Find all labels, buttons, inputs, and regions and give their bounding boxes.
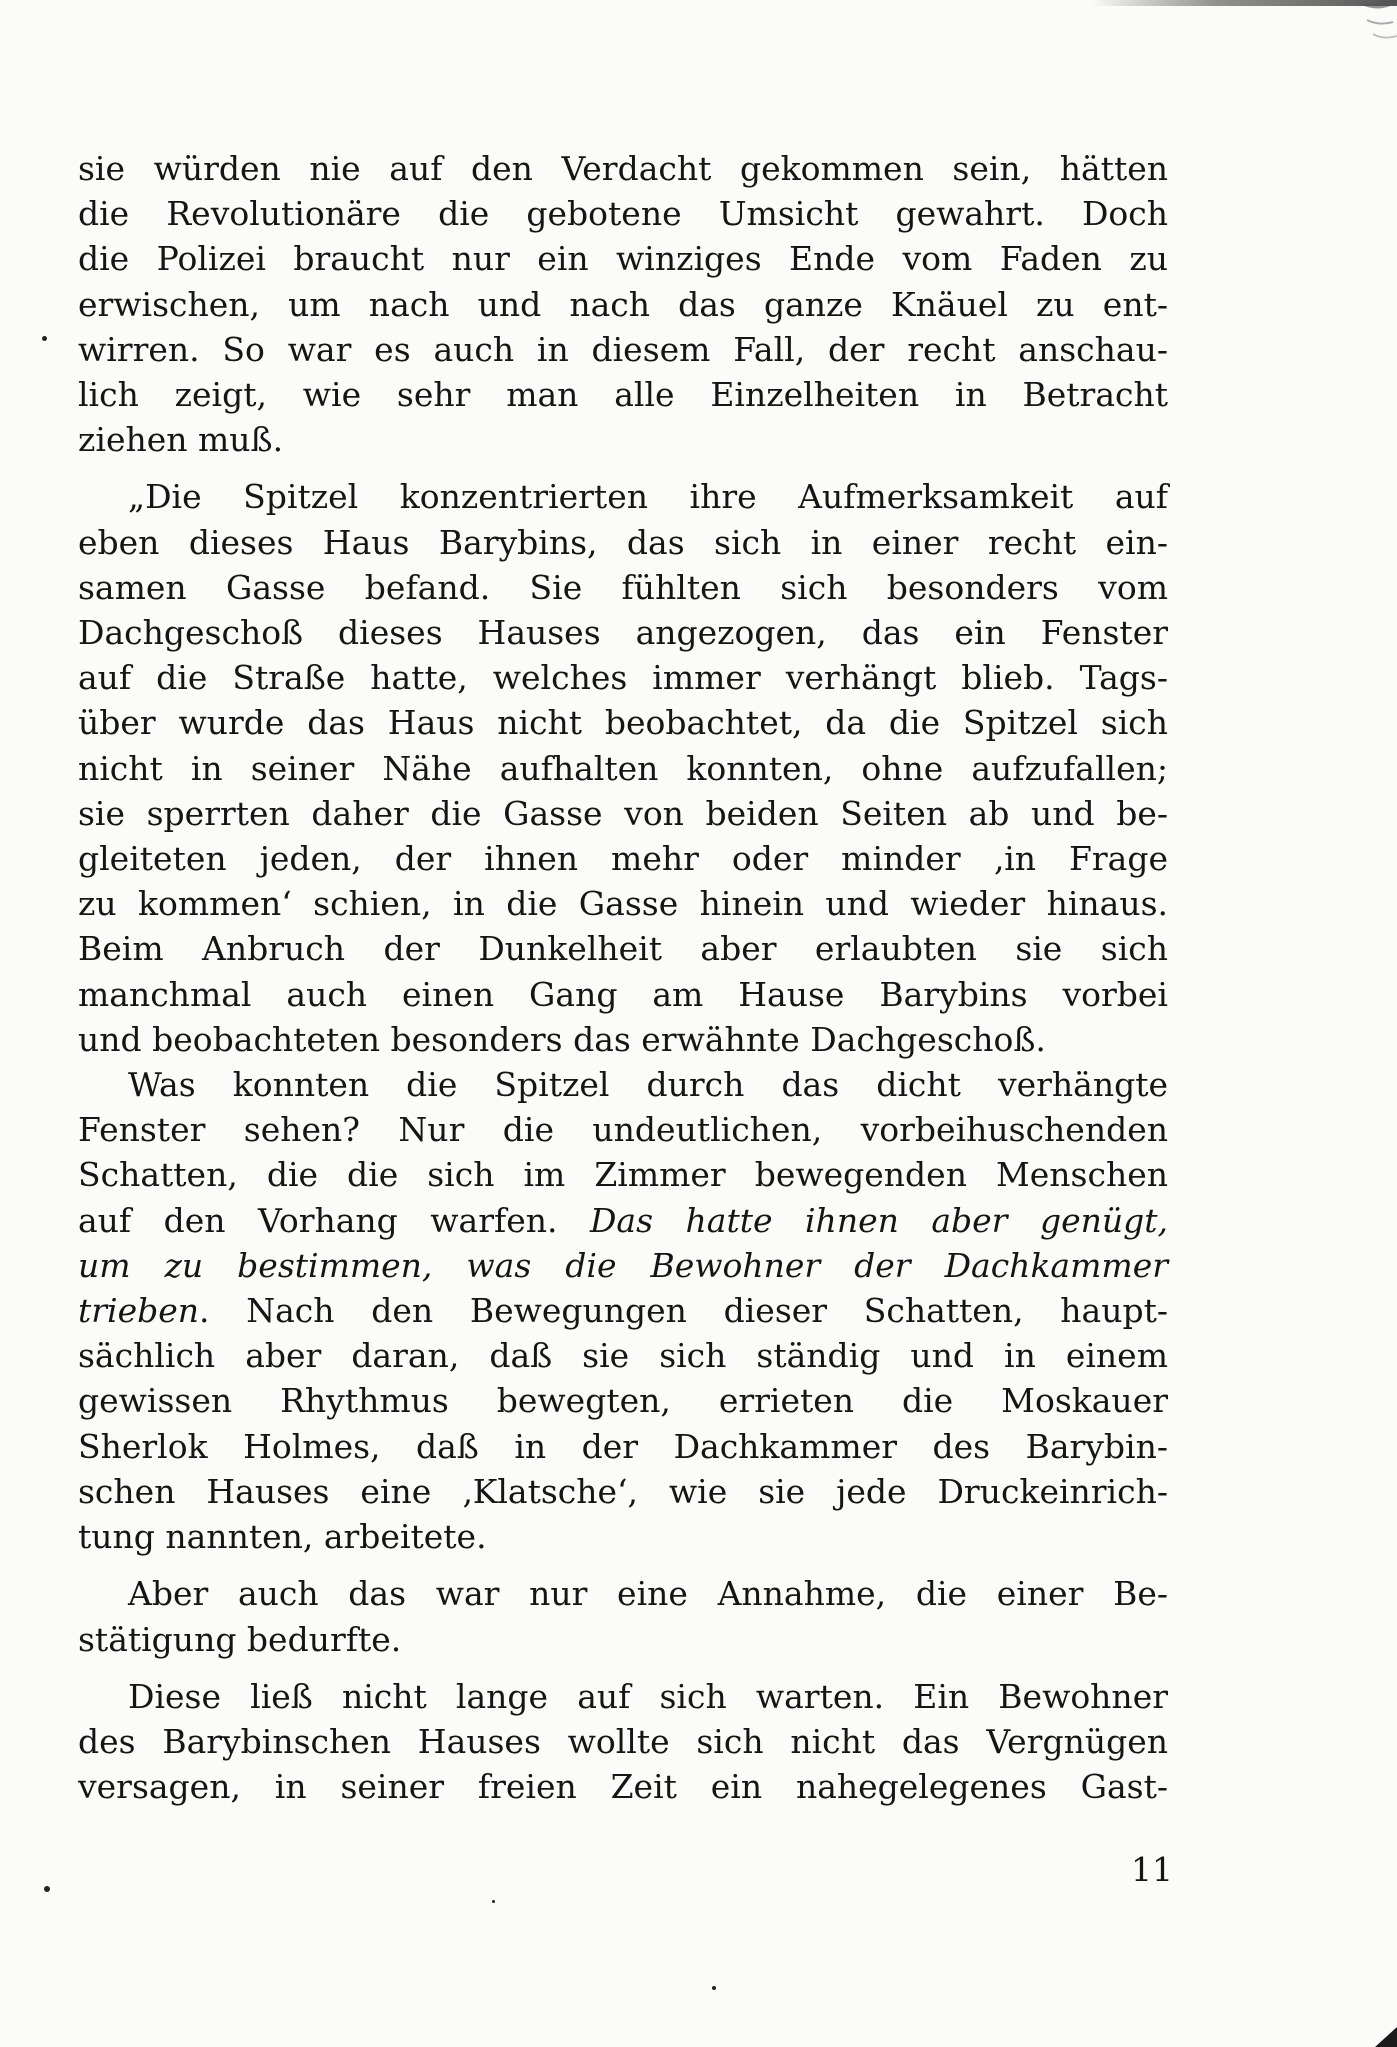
body-text (78, 146, 1168, 1809)
text-line: über wurde das Haus nicht beobachtet, da die Spitzel sich (78, 703, 1168, 743)
text-line: gleiteten jeden, der ihnen mehr oder minder ‚in Frage (78, 839, 1168, 879)
dust-speck (42, 336, 47, 341)
text-line: „Die Spitzel konzentrierten ihre Aufmerksamkeit auf (128, 477, 1168, 517)
paragraph-2 (78, 474, 1168, 1062)
text-line: Dachgeschoß dieses Hauses angezogen, das ein Fenster (78, 613, 1168, 653)
text-line: nicht in seiner Nähe aufhalten konnten, ohne aufzufallen; (78, 748, 1168, 788)
text-segment: auf den Vorhang warfen. (78, 1200, 590, 1240)
text-line: tung nannten, arbeitete. (78, 1517, 487, 1557)
text-line: versagen, in seiner freien Zeit ein nahegelegenes Gast- (78, 1767, 1168, 1807)
text-line: gewissen Rhythmus bewegten, errieten die Moskauer (78, 1381, 1168, 1421)
dust-speck (712, 1986, 716, 1990)
text-line: Aber auch das war nur eine Annahme, die einer Be- (128, 1574, 1168, 1614)
text-line: auf die Straße hatte, welches immer verhängt blieb. Tags- (78, 658, 1168, 698)
text-line: lich zeigt, wie sehr man alle Einzelheiten in Betracht (78, 375, 1168, 415)
text-line-mixed (78, 1288, 1168, 1333)
text-line: schen Hauses eine ‚Klatsche‘, wie sie jede Druckeinrich- (78, 1471, 1168, 1511)
italic-text-line: um zu bestimmen, was die Bewohner der Dachkammer (78, 1245, 1168, 1285)
text-line: Schatten, die die sich im Zimmer bewegenden Menschen (78, 1155, 1168, 1195)
text-line: Sherlok Holmes, daß in der Dachkammer des Barybin- (78, 1426, 1168, 1466)
scan-edge-shadow (1090, 0, 1397, 6)
text-line: samen Gasse befand. Sie fühlten sich besonders vom (78, 567, 1168, 607)
text-line-mixed (78, 1198, 1168, 1243)
text-line: Diese ließ nicht lange auf sich warten. Ein Bewohner (128, 1676, 1168, 1716)
text-line: erwischen, um nach und nach das ganze Knäuel zu ent- (78, 284, 1168, 324)
page-number: 11 (1131, 1850, 1173, 1889)
text-line: Was konnten die Spitzel durch das dicht verhängte (128, 1065, 1168, 1105)
text-line: Beim Anbruch der Dunkelheit aber erlaubten sie sich (78, 929, 1168, 969)
text-line: wirren. So war es auch in diesem Fall, der recht anschau- (78, 329, 1168, 369)
dust-speck (44, 1886, 50, 1892)
text-line: Fenster sehen? Nur die undeutlichen, vorbeihuschenden (78, 1110, 1168, 1150)
text-line: sie sperrten daher die Gasse von beiden Seiten ab und be- (78, 793, 1168, 833)
text-line: die Polizei braucht nur ein winziges Ende vom Faden zu (78, 239, 1168, 279)
paragraph-4 (78, 1571, 1168, 1661)
text-line: zu kommen‘ schien, in die Gasse hinein und wieder hinaus. (78, 884, 1168, 924)
scan-corner-bottom-artifact (1367, 2023, 1397, 2047)
paragraph-5 (78, 1674, 1168, 1810)
text-line: sie würden nie auf den Verdacht gekommen sein, hätten (78, 149, 1168, 188)
italic-text: Das hatte ihnen aber genügt, (589, 1200, 1168, 1240)
text-line: ziehen muß. (78, 420, 284, 460)
text-line: eben dieses Haus Barybins, das sich in einer recht ein- (78, 522, 1168, 562)
text-line: sächlich aber daran, daß sie sich ständig und in einem (78, 1336, 1168, 1376)
dust-speck (492, 1900, 495, 1903)
paragraph-3 (78, 1062, 1168, 1559)
text-segment: . Nach den Bewegungen dieser Schatten, haupt- (199, 1291, 1168, 1331)
text-line: stätigung bedurfte. (78, 1619, 402, 1659)
text-line: und beobachteten besonders das erwähnte Dachgeschoß. (78, 1019, 1046, 1059)
text-line: des Barybinschen Hauses wollte sich nicht das Vergnügen (78, 1721, 1168, 1761)
scan-corner-artifact (1353, 0, 1397, 60)
text-line: die Revolutionäre die gebotene Umsicht gewahrt. Doch (78, 194, 1168, 234)
italic-text: trieben (78, 1291, 200, 1331)
paragraph-1 (78, 146, 1168, 462)
text-line: manchmal auch einen Gang am Hause Barybins vorbei (78, 974, 1168, 1014)
